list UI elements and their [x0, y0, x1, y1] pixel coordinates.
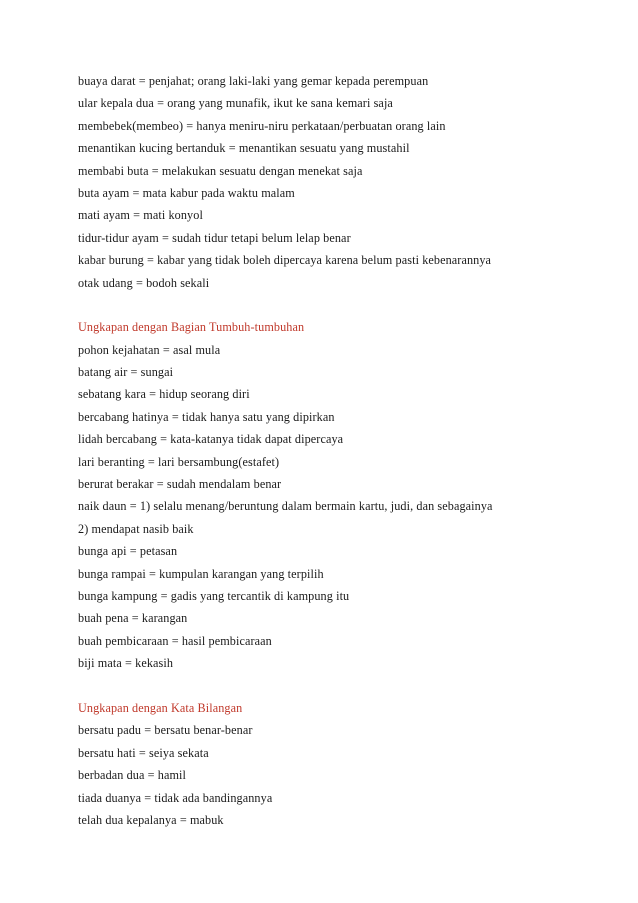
idiom-line: bunga kampung = gadis yang tercantik di kampung itu: [78, 588, 350, 603]
idiom-line: biji mata = kekasih: [78, 656, 174, 671]
idiom-line: otak udang = bodoh sekali: [78, 275, 210, 290]
idiom-line: sebatang kara = hidup seorang diri: [78, 387, 250, 402]
idiom-line: kabar burung = kabar yang tidak boleh dipercaya karena belum pasti kebenarannya: [78, 253, 492, 268]
idiom-line: bercabang hatinya = tidak hanya satu yang dipirkan: [78, 409, 335, 424]
section-bagian-tubuh-hewan: [78, 70, 578, 294]
document-body: [78, 70, 578, 831]
section-heading: Ungkapan dengan Kata Bilangan: [78, 700, 243, 715]
idiom-line: tiada duanya = tidak ada bandingannya: [78, 790, 273, 805]
idiom-line: buah pena = karangan: [78, 611, 188, 626]
idiom-line: telah dua kepalanya = mabuk: [78, 812, 224, 827]
idiom-line: buaya darat = penjahat; orang laki-laki yang gemar kepada perempuan: [78, 74, 429, 88]
section-heading: Ungkapan dengan Bagian Tumbuh-tumbuhan: [78, 320, 305, 335]
section-tumbuh-tumbuhan: [78, 316, 578, 674]
paragraph-gap: [78, 675, 578, 697]
idiom-line: mati ayam = mati konyol: [78, 208, 203, 223]
idiom-line: bunga rampai = kumpulan karangan yang terpilih: [78, 566, 324, 581]
idiom-line: membebek(membeo) = hanya meniru-niru perkataan/perbuatan orang lain: [78, 118, 446, 133]
idiom-line: ular kepala dua = orang yang munafik, ikut ke sana kemari saja: [78, 96, 393, 111]
idiom-line: membabi buta = melakukan sesuatu dengan menekat saja: [78, 163, 363, 178]
idiom-line: 2) mendapat nasib baik: [78, 521, 194, 536]
idiom-line: berurat berakar = sudah mendalam benar: [78, 477, 282, 492]
idiom-line: bersatu hati = seiya sekata: [78, 745, 209, 760]
idiom-line: naik daun = 1) selalu menang/beruntung dalam bermain kartu, judi, dan sebagainya: [78, 499, 493, 514]
idiom-line: pohon kejahatan = asal mula: [78, 342, 221, 357]
idiom-line: batang air = sungai: [78, 365, 174, 380]
idiom-line: berbadan dua = hamil: [78, 768, 187, 783]
idiom-line: lari beranting = lari bersambung(estafet): [78, 454, 280, 469]
idiom-line: bersatu padu = bersatu benar-benar: [78, 723, 253, 738]
idiom-line: buta ayam = mata kabur pada waktu malam: [78, 185, 295, 200]
idiom-line: tidur-tidur ayam = sudah tidur tetapi belum lelap benar: [78, 230, 351, 245]
paragraph-gap: [78, 294, 578, 316]
idiom-line: lidah bercabang = kata-katanya tidak dapat dipercaya: [78, 432, 344, 447]
idiom-line: bunga api = petasan: [78, 544, 178, 559]
idiom-line: buah pembicaraan = hasil pembicaraan: [78, 633, 272, 648]
idiom-line: menantikan kucing bertanduk = menantikan sesuatu yang mustahil: [78, 141, 410, 156]
section-kata-bilangan: [78, 697, 578, 831]
